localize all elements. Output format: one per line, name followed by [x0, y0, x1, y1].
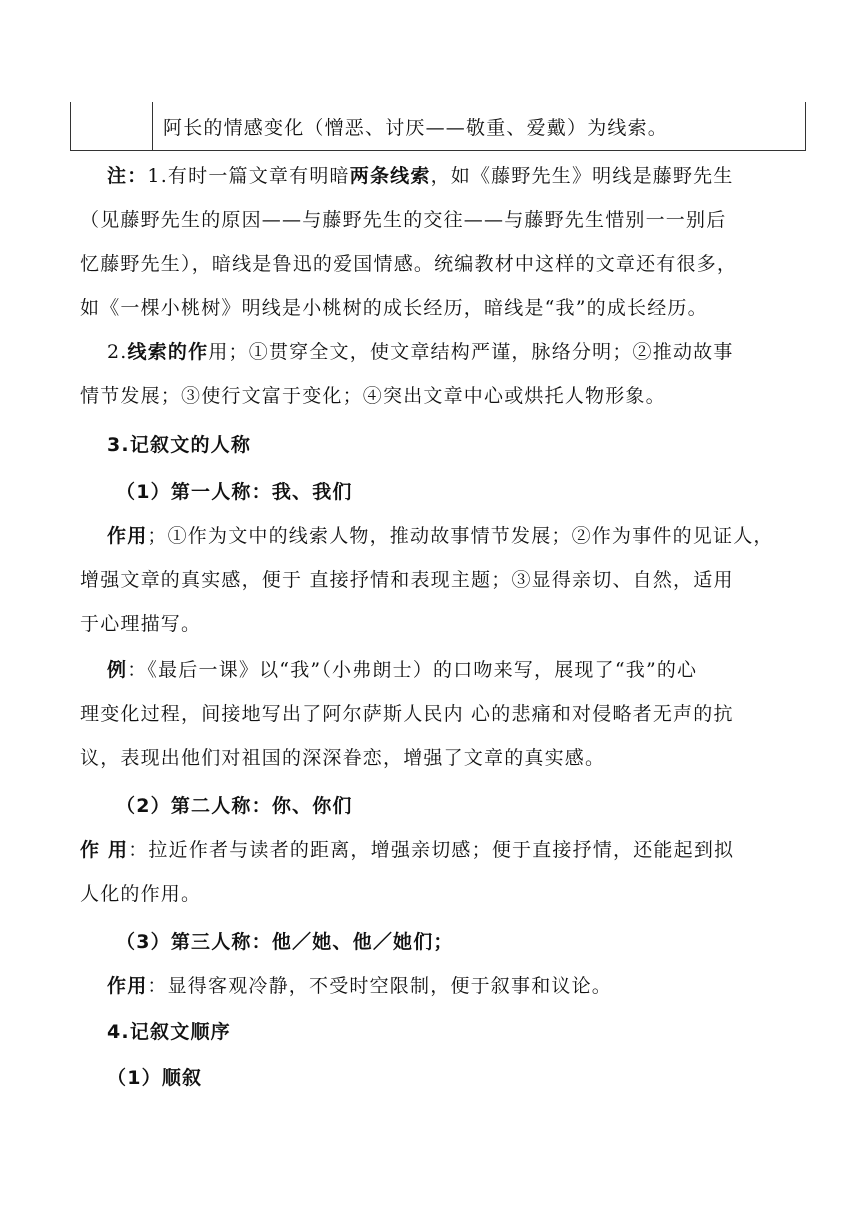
- note-p1-start: 1.有时一篇文章有明暗: [147, 165, 350, 187]
- third-person-heading: （3）第三人称：他／她、他／她们；: [116, 931, 454, 953]
- example-line-2: 理变化过程，间接地写出了阿尔萨斯人民内 心的悲痛和对侵略者无声的抗: [80, 703, 734, 725]
- example-text: ：《最后一课》以“我”（小弗朗士）的口吻来写，展现了“我”的心: [127, 659, 698, 681]
- example-label: 例: [107, 659, 128, 681]
- first-person-use-line-1: [107, 522, 817, 550]
- second-person-use-line-2: 人化的作用。: [80, 883, 202, 905]
- first-person-heading: （1）第一人称：我、我们: [116, 481, 353, 503]
- first-person-use-line-3: 于心理描写。: [80, 613, 202, 635]
- second-person-use-text: ：拉近作者与读者的距离，增强亲切感；便于直接抒情，还能起到拟: [128, 839, 735, 861]
- table-cell-text: 阿长的情感变化（憎恶、讨厌——敬重、爱戴）为线索。: [163, 117, 669, 139]
- third-person-use-label: 作用: [107, 975, 148, 997]
- section-4-heading: 4.记叙文顺序: [107, 1021, 231, 1043]
- table-column-divider: [152, 102, 153, 150]
- note-paragraph-1-line-1: [107, 162, 817, 190]
- second-person-use-label: 作 用: [80, 839, 129, 861]
- table-fragment: [70, 102, 806, 151]
- first-person-use-text: ；①作为文中的线索人物，推动故事情节发展；②作为事件的见证人，: [147, 525, 774, 547]
- section-4-sub-1: （1）顺叙: [107, 1067, 203, 1089]
- note-p1-bold: 两条线索: [349, 165, 431, 187]
- section-3-heading: 3.记叙文的人称: [107, 434, 252, 456]
- third-person-use-text: ：显得客观冷静，不受时空限制，便于叙事和议论。: [147, 975, 613, 997]
- third-person-use-line-1: [107, 972, 817, 1000]
- example-line-3: 议，表现出他们对祖国的深深眷恋，增强了文章的真实感。: [80, 747, 606, 769]
- note-paragraph-2-line-1: [107, 338, 817, 366]
- note-paragraph-1-line-3: 忆藤野先生），暗线是鲁迅的爱国情感。统编教材中这样的文章还有很多，: [80, 253, 738, 275]
- second-person-use-line-1: [80, 836, 790, 864]
- second-person-heading: （2）第二人称：你、你们: [116, 795, 353, 817]
- note-paragraph-2-line-2: 情节发展；③使行文富于变化；④突出文章中心或烘托人物形象。: [80, 385, 666, 407]
- note-label: 注：: [107, 165, 148, 187]
- note-paragraph-1-line-4: 如《一棵小桃树》明线是小桃树的成长经历，暗线是“我”的成长经历。: [80, 297, 708, 319]
- note-paragraph-1-line-2: （见藤野先生的原因——与藤野先生的交往——与藤野先生惜别一一别后: [80, 209, 727, 231]
- example-line-1: [107, 656, 817, 684]
- note-p1-rest: ，如《藤野先生》明线是藤野先生: [430, 165, 734, 187]
- note-p2-rest: 用；①贯穿全文，使文章结构严谨，脉络分明；②推动故事: [208, 341, 734, 363]
- note-p2-num: 2.: [107, 341, 128, 363]
- first-person-use-line-2: 增强文章的真实感，便于 直接抒情和表现主题；③显得亲切、自然，适用: [80, 569, 734, 591]
- note-p2-bold: 线索的作: [127, 341, 209, 363]
- first-person-use-label: 作用: [107, 525, 148, 547]
